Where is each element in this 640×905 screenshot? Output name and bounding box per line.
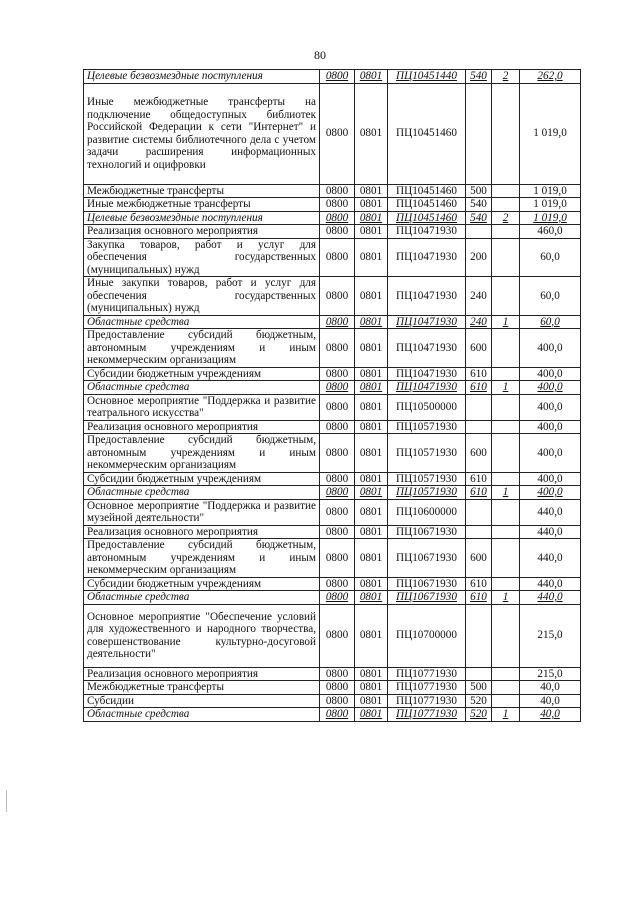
table-row [84,420,581,434]
cell-amount: 215,0 [520,604,581,667]
cell-name: Иные закупки товаров, работ и услуг для обеспечения государственных (муниципальных) нужд [84,277,320,316]
cell-expense-type: 600 [466,539,492,578]
cell-target-article: ПЦ10600000 [388,499,466,525]
cell-section-code: 0801 [355,70,388,84]
cell-section-code: 0801 [355,499,388,525]
cell-ministry-code: 0800 [320,694,355,708]
cell-name: Предоставление субсидий бюджетным, автономным учреждениям и иным некоммерческим организациям [84,434,320,473]
cell-source: 1 [492,381,520,395]
cell-section-code: 0801 [355,694,388,708]
cell-section-code: 0801 [355,525,388,539]
cell-amount: 400,0 [520,381,581,395]
cell-name: Областные средства [84,315,320,329]
cell-expense-type: 600 [466,329,492,368]
cell-source: 1 [492,315,520,329]
cell-source [492,198,520,212]
cell-target-article: ПЦ10771930 [388,667,466,681]
cell-name: Областные средства [84,591,320,605]
cell-ministry-code: 0800 [320,486,355,500]
cell-target-article: ПЦ10771930 [388,681,466,695]
table-row [84,591,581,605]
cell-target-article: ПЦ10471930 [388,315,466,329]
cell-name: Реализация основного мероприятия [84,420,320,434]
cell-section-code: 0801 [355,277,388,316]
cell-ministry-code: 0800 [320,367,355,381]
cell-ministry-code: 0800 [320,238,355,277]
cell-expense-type [466,420,492,434]
cell-name: Субсидии [84,694,320,708]
cell-name: Целевые безвозмездные поступления [84,70,320,84]
cell-ministry-code: 0800 [320,420,355,434]
cell-expense-type: 540 [466,211,492,225]
cell-name: Иные межбюджетные трансферты [84,198,320,212]
cell-expense-type: 540 [466,70,492,84]
cell-name: Субсидии бюджетным учреждениям [84,577,320,591]
cell-section-code: 0801 [355,184,388,198]
cell-amount: 40,0 [520,694,581,708]
cell-expense-type [466,604,492,667]
table-row [84,184,581,198]
cell-amount: 60,0 [520,277,581,316]
table-row [84,577,581,591]
cell-section-code: 0801 [355,577,388,591]
cell-name: Субсидии бюджетным учреждениям [84,367,320,381]
cell-source [492,225,520,239]
table-row [84,329,581,368]
table-row [84,708,581,722]
cell-target-article: ПЦ10571930 [388,420,466,434]
cell-expense-type: 240 [466,277,492,316]
cell-ministry-code: 0800 [320,211,355,225]
table-row [84,238,581,277]
cell-target-article: ПЦ10451460 [388,211,466,225]
cell-ministry-code: 0800 [320,329,355,368]
table-row [84,367,581,381]
cell-ministry-code: 0800 [320,434,355,473]
cell-amount: 400,0 [520,472,581,486]
cell-ministry-code: 0800 [320,591,355,605]
cell-ministry-code: 0800 [320,525,355,539]
cell-name: Целевые безвозмездные поступления [84,211,320,225]
table-row [84,694,581,708]
cell-name: Закупка товаров, работ и услуг для обеспечения государственных (муниципальных) нужд [84,238,320,277]
cell-target-article: ПЦ10771930 [388,708,466,722]
cell-expense-type: 500 [466,184,492,198]
cell-source [492,499,520,525]
cell-amount: 400,0 [520,394,581,420]
cell-target-article: ПЦ10500000 [388,394,466,420]
cell-target-article: ПЦ10451440 [388,70,466,84]
cell-name: Основное мероприятие "Поддержка и развитие театрального искусства" [84,394,320,420]
cell-amount: 440,0 [520,525,581,539]
table-row [84,472,581,486]
cell-section-code: 0801 [355,434,388,473]
table-row [84,525,581,539]
cell-ministry-code: 0800 [320,277,355,316]
cell-expense-type [466,225,492,239]
cell-section-code: 0801 [355,591,388,605]
cell-section-code: 0801 [355,681,388,695]
cell-target-article: ПЦ10571930 [388,434,466,473]
cell-source [492,694,520,708]
cell-target-article: ПЦ10671930 [388,577,466,591]
table-row [84,277,581,316]
cell-ministry-code: 0800 [320,681,355,695]
cell-source: 1 [492,486,520,500]
cell-section-code: 0801 [355,315,388,329]
table-row [84,381,581,395]
cell-name: Областные средства [84,381,320,395]
cell-target-article: ПЦ10471930 [388,277,466,316]
cell-target-article: ПЦ10671930 [388,539,466,578]
cell-name: Реализация основного мероприятия [84,225,320,239]
cell-section-code: 0801 [355,486,388,500]
cell-section-code: 0801 [355,225,388,239]
cell-section-code: 0801 [355,329,388,368]
table-row [84,681,581,695]
cell-ministry-code: 0800 [320,315,355,329]
cell-target-article: ПЦ10671930 [388,591,466,605]
cell-expense-type: 200 [466,238,492,277]
cell-amount: 40,0 [520,681,581,695]
cell-name: Межбюджетные трансферты [84,681,320,695]
cell-target-article: ПЦ10451460 [388,198,466,212]
cell-ministry-code: 0800 [320,539,355,578]
cell-ministry-code: 0800 [320,499,355,525]
cell-name: Реализация основного мероприятия [84,525,320,539]
table-row [84,70,581,84]
cell-expense-type [466,394,492,420]
cell-expense-type: 610 [466,472,492,486]
cell-amount: 400,0 [520,486,581,500]
table-row [84,394,581,420]
cell-target-article: ПЦ10471930 [388,329,466,368]
cell-ministry-code: 0800 [320,577,355,591]
cell-amount: 1 019,0 [520,83,581,184]
table-row [84,211,581,225]
cell-source: 1 [492,708,520,722]
table-row [84,83,581,184]
cell-source [492,539,520,578]
table-row [84,499,581,525]
cell-source [492,604,520,667]
cell-ministry-code: 0800 [320,667,355,681]
cell-name: Основное мероприятие "Поддержка и развитие музейной деятельности" [84,499,320,525]
cell-expense-type: 520 [466,708,492,722]
cell-section-code: 0801 [355,394,388,420]
cell-amount: 1 019,0 [520,184,581,198]
cell-source [492,394,520,420]
cell-name: Областные средства [84,708,320,722]
page-number: 80 [314,48,326,62]
cell-source: 1 [492,591,520,605]
cell-amount: 1 019,0 [520,211,581,225]
cell-ministry-code: 0800 [320,225,355,239]
cell-expense-type [466,83,492,184]
table-body [84,70,581,722]
table-row [84,604,581,667]
cell-name: Иные межбюджетные трансферты на подключение общедоступных библиотек Российской Федерации к сети "Интернет" и развитие системы библиотечного дела с учетом задачи расширения информационных технологий и оцифровки [84,83,320,184]
cell-amount: 400,0 [520,420,581,434]
cell-amount: 400,0 [520,329,581,368]
cell-ministry-code: 0800 [320,708,355,722]
cell-ministry-code: 0800 [320,472,355,486]
cell-ministry-code: 0800 [320,184,355,198]
cell-section-code: 0801 [355,381,388,395]
cell-expense-type: 240 [466,315,492,329]
table-row [84,225,581,239]
cell-source [492,184,520,198]
cell-target-article: ПЦ10700000 [388,604,466,667]
cell-expense-type: 500 [466,681,492,695]
cell-source [492,83,520,184]
margin-mark [6,790,7,812]
cell-expense-type: 600 [466,434,492,473]
cell-amount: 400,0 [520,367,581,381]
cell-target-article: ПЦ10471930 [388,225,466,239]
cell-target-article: ПЦ10671930 [388,525,466,539]
cell-section-code: 0801 [355,367,388,381]
cell-expense-type: 610 [466,486,492,500]
cell-section-code: 0801 [355,238,388,277]
cell-expense-type: 520 [466,694,492,708]
cell-amount: 460,0 [520,225,581,239]
budget-table [83,69,581,722]
cell-section-code: 0801 [355,420,388,434]
cell-target-article: ПЦ10471930 [388,367,466,381]
table-row [84,198,581,212]
cell-source [492,420,520,434]
cell-name: Межбюджетные трансферты [84,184,320,198]
cell-section-code: 0801 [355,211,388,225]
cell-ministry-code: 0800 [320,604,355,667]
cell-target-article: ПЦ10451460 [388,184,466,198]
cell-amount: 40,0 [520,708,581,722]
cell-source [492,434,520,473]
cell-section-code: 0801 [355,667,388,681]
cell-source [492,329,520,368]
cell-name: Предоставление субсидий бюджетным, автономным учреждениям и иным некоммерческим организациям [84,539,320,578]
cell-name: Областные средства [84,486,320,500]
cell-target-article: ПЦ10571930 [388,486,466,500]
table-row [84,434,581,473]
cell-source [492,681,520,695]
cell-amount: 60,0 [520,238,581,277]
cell-source [492,577,520,591]
cell-name: Предоставление субсидий бюджетным, автономным учреждениям и иным некоммерческим организациям [84,329,320,368]
cell-expense-type [466,525,492,539]
cell-expense-type: 610 [466,367,492,381]
cell-section-code: 0801 [355,539,388,578]
table-row [84,315,581,329]
cell-source [492,472,520,486]
cell-source [492,277,520,316]
table-row [84,539,581,578]
cell-section-code: 0801 [355,198,388,212]
cell-ministry-code: 0800 [320,381,355,395]
cell-section-code: 0801 [355,83,388,184]
cell-amount: 262,0 [520,70,581,84]
cell-amount: 440,0 [520,499,581,525]
cell-amount: 440,0 [520,577,581,591]
cell-amount: 440,0 [520,591,581,605]
cell-ministry-code: 0800 [320,198,355,212]
cell-name: Реализация основного мероприятия [84,667,320,681]
cell-name: Субсидии бюджетным учреждениям [84,472,320,486]
table-row [84,667,581,681]
cell-amount: 215,0 [520,667,581,681]
cell-source: 2 [492,70,520,84]
cell-ministry-code: 0800 [320,394,355,420]
cell-name: Основное мероприятие "Обеспечение условий для художественного и народного творчества, совершенствование культурно-досуговой деятельности" [84,604,320,667]
cell-ministry-code: 0800 [320,83,355,184]
cell-expense-type [466,667,492,681]
cell-target-article: ПЦ10451460 [388,83,466,184]
cell-expense-type: 540 [466,198,492,212]
cell-amount: 60,0 [520,315,581,329]
cell-section-code: 0801 [355,708,388,722]
cell-section-code: 0801 [355,472,388,486]
cell-target-article: ПЦ10471930 [388,381,466,395]
cell-amount: 1 019,0 [520,198,581,212]
cell-source [492,367,520,381]
cell-expense-type [466,499,492,525]
table-row [84,486,581,500]
cell-amount: 440,0 [520,539,581,578]
cell-expense-type: 610 [466,381,492,395]
cell-source: 2 [492,211,520,225]
cell-source [492,525,520,539]
cell-section-code: 0801 [355,604,388,667]
cell-source [492,238,520,277]
cell-target-article: ПЦ10771930 [388,694,466,708]
cell-target-article: ПЦ10571930 [388,472,466,486]
cell-expense-type: 610 [466,577,492,591]
cell-expense-type: 610 [466,591,492,605]
cell-ministry-code: 0800 [320,70,355,84]
cell-source [492,667,520,681]
cell-amount: 400,0 [520,434,581,473]
cell-target-article: ПЦ10471930 [388,238,466,277]
